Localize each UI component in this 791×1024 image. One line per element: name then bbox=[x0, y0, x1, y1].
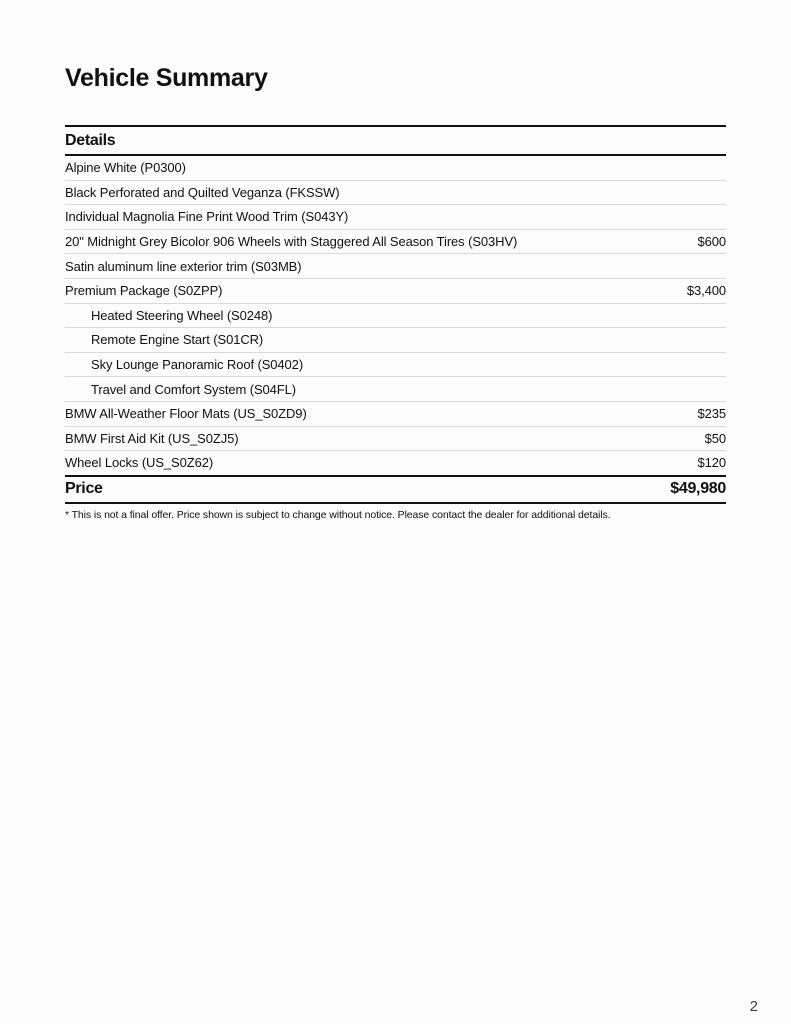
option-label: Remote Engine Start (S01CR) bbox=[91, 332, 264, 348]
option-label: BMW All-Weather Floor Mats (US_S0ZD9) bbox=[65, 406, 307, 422]
total-price-label: Price bbox=[65, 480, 103, 498]
option-row bbox=[65, 254, 726, 279]
option-row bbox=[65, 230, 726, 255]
option-label: Sky Lounge Panoramic Roof (S0402) bbox=[91, 357, 304, 373]
package-item-row bbox=[65, 304, 726, 329]
total-price-value: $49,980 bbox=[670, 480, 726, 498]
option-row bbox=[65, 427, 726, 452]
option-price: $600 bbox=[697, 234, 726, 250]
option-label: Satin aluminum line exterior trim (S03MB) bbox=[65, 258, 302, 274]
option-price: $3,400 bbox=[686, 283, 726, 299]
option-row bbox=[65, 205, 726, 230]
table-header: Details bbox=[65, 125, 726, 156]
option-price: $235 bbox=[697, 406, 726, 422]
option-label: Black Perforated and Quilted Veganza (FKSSW) bbox=[65, 184, 340, 200]
option-row bbox=[65, 402, 726, 427]
option-label: 20" Midnight Grey Bicolor 906 Wheels with Staggered All Season Tires (S03HV) bbox=[65, 234, 518, 250]
option-label: Individual Magnolia Fine Print Wood Trim (S043Y) bbox=[65, 209, 349, 225]
option-row bbox=[65, 451, 726, 477]
option-price: $120 bbox=[697, 455, 726, 471]
page-number: 2 bbox=[749, 998, 758, 1015]
option-label: Alpine White (P0300) bbox=[65, 160, 186, 176]
option-row bbox=[65, 279, 726, 304]
option-label: Premium Package (S0ZPP) bbox=[65, 283, 223, 299]
option-row bbox=[65, 181, 726, 206]
option-list bbox=[65, 156, 726, 477]
option-label: BMW First Aid Kit (US_S0ZJ5) bbox=[65, 430, 239, 446]
option-price: $50 bbox=[704, 430, 726, 446]
option-label: Travel and Comfort System (S04FL) bbox=[91, 381, 297, 397]
vehicle-summary-table bbox=[65, 125, 726, 521]
total-price-row bbox=[65, 477, 726, 504]
package-item-row bbox=[65, 328, 726, 353]
option-label: Heated Steering Wheel (S0248) bbox=[91, 307, 273, 323]
option-label: Wheel Locks (US_S0Z62) bbox=[65, 455, 214, 471]
disclaimer: * This is not a final offer. Price shown is subject to change without notice. Please contact the dealer for additional details. bbox=[65, 508, 611, 521]
package-item-row bbox=[65, 377, 726, 402]
package-item-row bbox=[65, 353, 726, 378]
page-title: Vehicle Summary bbox=[65, 64, 268, 92]
option-row bbox=[65, 156, 726, 181]
